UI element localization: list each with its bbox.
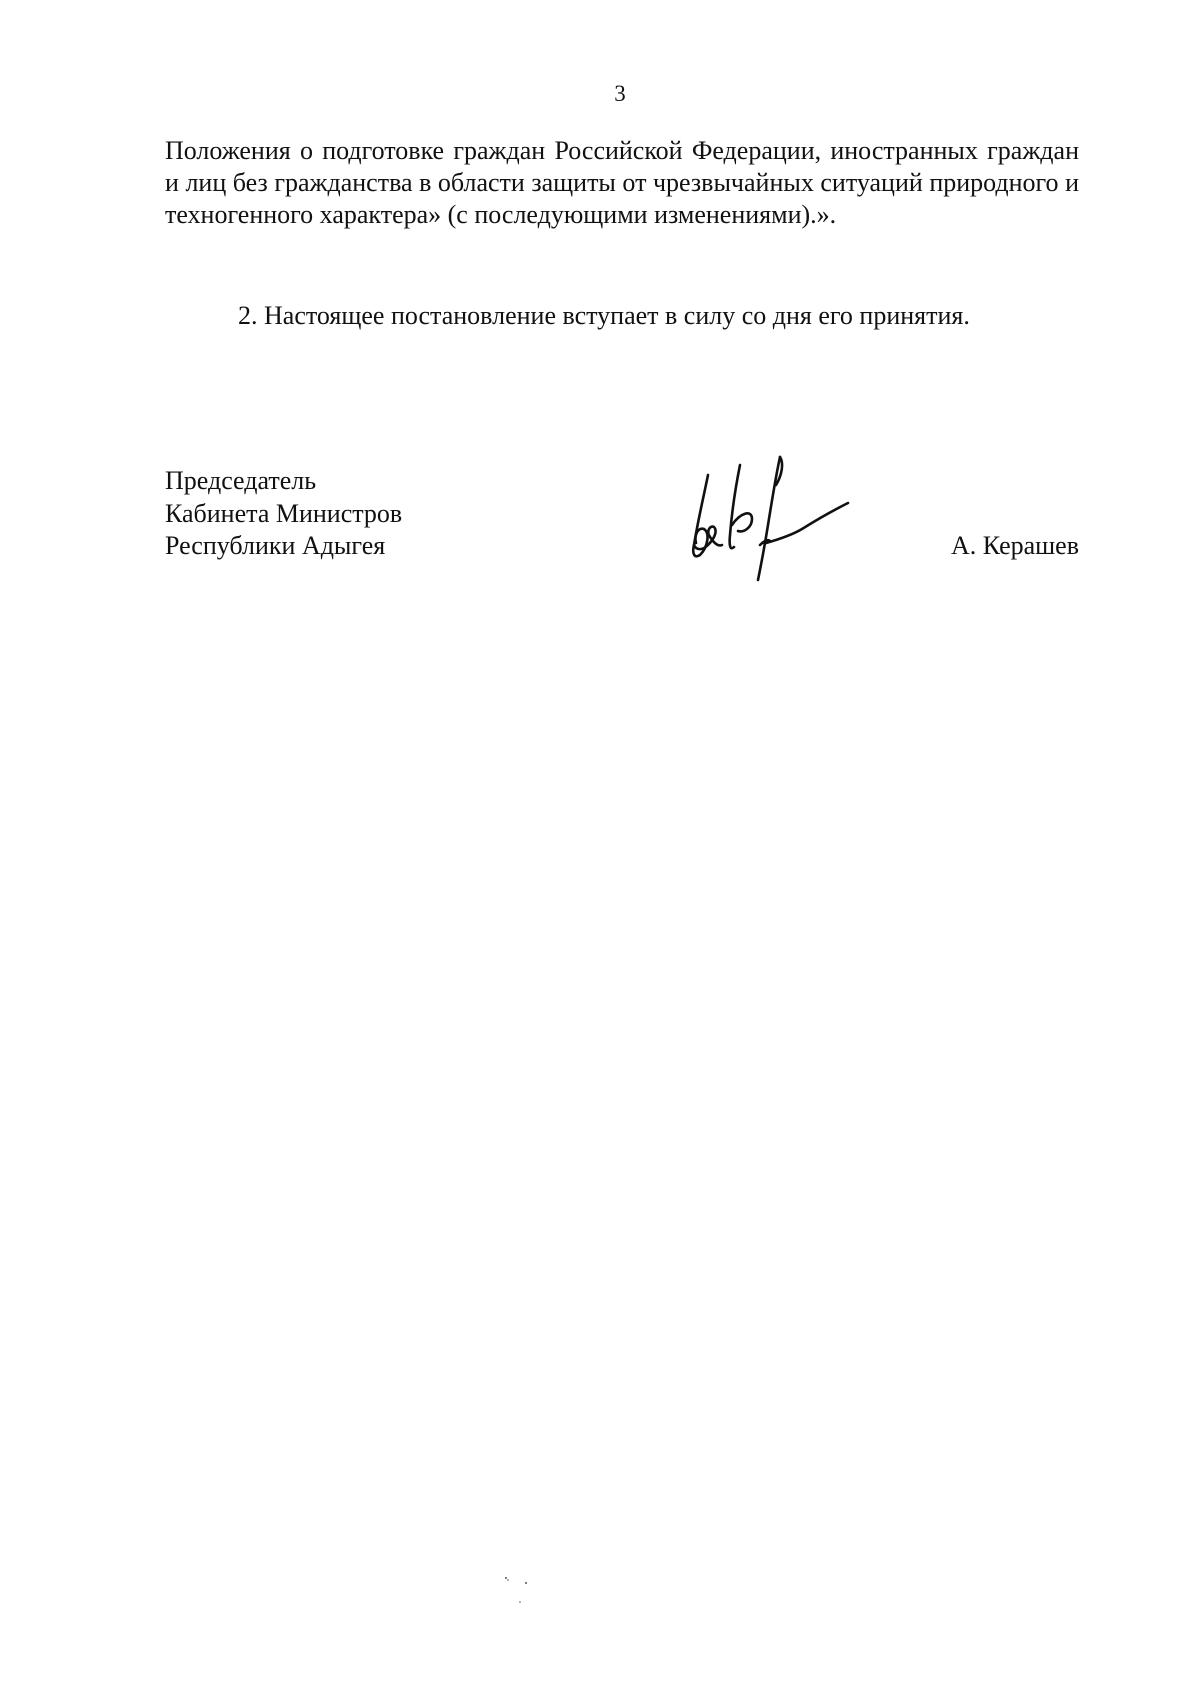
signatory-title-line-1: Председатель	[165, 466, 317, 495]
signatory-title	[165, 465, 402, 563]
scan-dots-icon	[500, 1570, 540, 1610]
signature-icon	[680, 455, 860, 585]
signatory-title-line-2: Кабинета Министров	[165, 498, 403, 528]
paragraph-continuation: Положения о подготовке граждан Российской Федерации, иностранных граждан и лиц без гражданства в области защиты от чрезвычайных ситуаций природного и техногенного характера» (с последующими изменениями).».	[165, 136, 1079, 229]
paragraph-item-2: 2. Настоящее постановление вступает в силу со дня его принятия.	[238, 301, 970, 330]
signer-name: А. Керашев	[950, 531, 1079, 560]
page-number: 3	[614, 81, 626, 106]
signatory-title-line-3: Республики Адыгея	[165, 531, 386, 560]
